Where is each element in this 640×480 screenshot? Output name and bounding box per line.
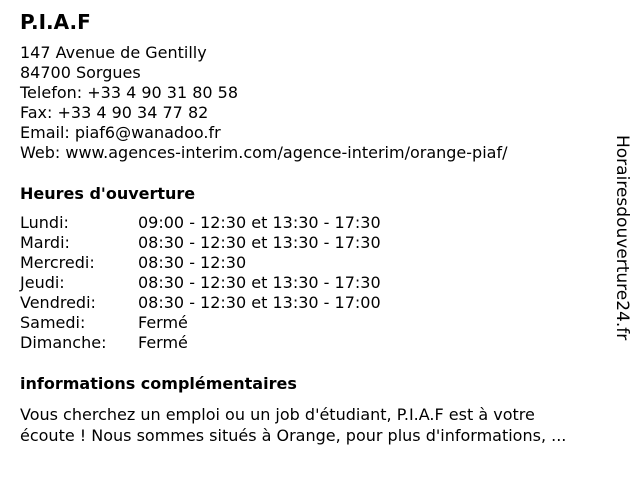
day-hours: 09:00 - 12:30 et 13:30 - 17:30: [138, 213, 381, 232]
day-label: Dimanche:: [20, 333, 107, 352]
email-address: Email: piaf6@wanadoo.fr: [20, 123, 221, 142]
day-label: Mercredi:: [20, 253, 95, 272]
additional-info-text: [20, 404, 630, 446]
opening-hours-heading: Heures d'ouverture: [20, 184, 196, 203]
address-line-2: 84700 Sorgues: [20, 63, 141, 82]
day-label: Samedi:: [20, 313, 86, 332]
info-line-2: écoute ! Nous sommes situés à Orange, pour plus d'informations, ...: [20, 426, 567, 445]
website-address: Web: www.agences-interim.com/agence-interim/orange-piaf/: [20, 143, 508, 162]
day-label: Lundi:: [20, 213, 69, 232]
phone-number: Telefon: +33 4 90 31 80 58: [20, 83, 239, 102]
day-label: Mardi:: [20, 233, 70, 252]
address-line-1: 147 Avenue de Gentilly: [20, 43, 207, 62]
day-hours: 08:30 - 12:30 et 13:30 - 17:00: [138, 293, 381, 312]
info-line-1: Vous cherchez un emploi ou un job d'étudiant, P.I.A.F est à votre: [20, 405, 535, 424]
day-label: Vendredi:: [20, 293, 96, 312]
contact-details: [20, 43, 507, 163]
day-hours: Fermé: [138, 313, 188, 332]
day-hours: Fermé: [138, 333, 188, 352]
day-hours: 08:30 - 12:30: [138, 253, 247, 272]
day-label: Jeudi:: [20, 273, 65, 292]
business-name: P.I.A.F: [20, 10, 91, 34]
day-hours: 08:30 - 12:30 et 13:30 - 17:30: [138, 233, 381, 252]
additional-info-heading: informations complémentaires: [20, 374, 297, 393]
fax-number: Fax: +33 4 90 34 77 82: [20, 103, 209, 122]
site-watermark: Horairesdouverture24.fr: [612, 135, 632, 341]
day-hours: 08:30 - 12:30 et 13:30 - 17:30: [138, 273, 381, 292]
